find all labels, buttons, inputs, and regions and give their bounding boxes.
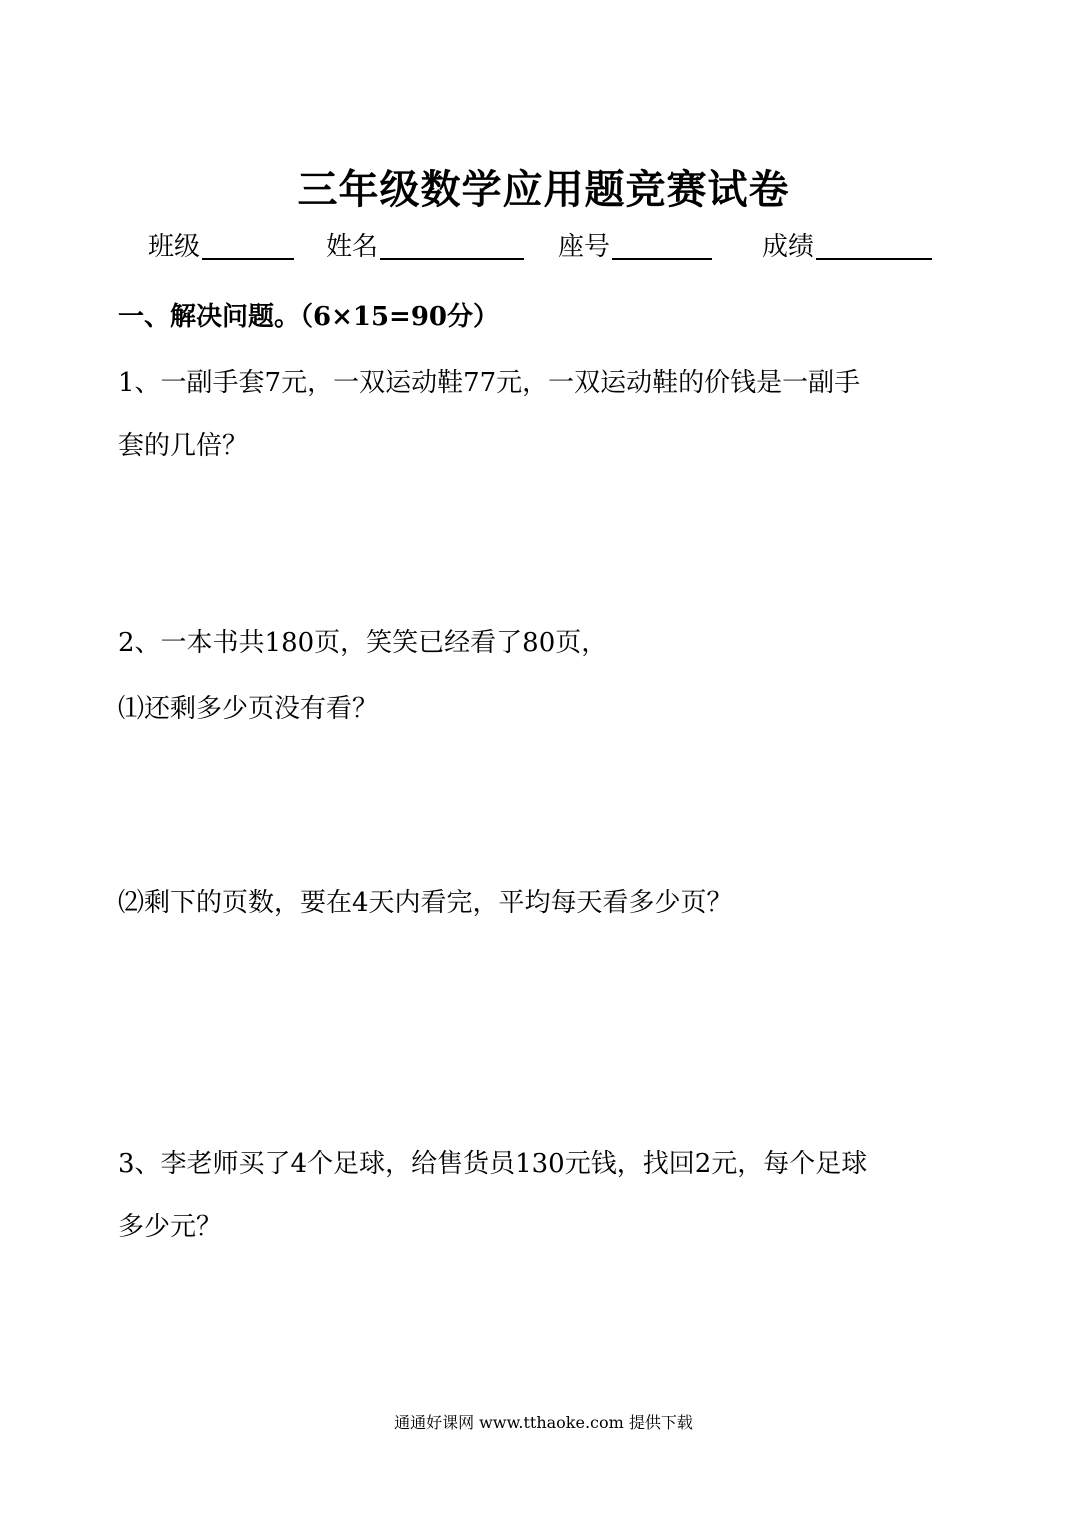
score-blank-line [816, 234, 932, 260]
question-2-sub-2: ⑵剩下的页数，要在4天内看完，平均每天看多少页？ [118, 888, 733, 918]
question-2-sub-1: ⑴还剩多少页没有看？ [118, 694, 379, 724]
name-label: 姓名 [326, 232, 379, 262]
page-footer: 通通好课网 www.tthaoke.com 提供下载 [394, 1413, 693, 1432]
question-3-line-2: 多少元？ [118, 1212, 223, 1242]
name-field [326, 230, 524, 264]
question-3-line-1: 3、李老师买了4个足球，给售货员130元钱，找回2元，每个足球 [118, 1149, 868, 1179]
question-2-line-1: 2、一本书共180页，笑笑已经看了80页， [118, 628, 608, 658]
name-blank-line [380, 234, 524, 260]
class-field [148, 230, 294, 264]
score-field [762, 230, 932, 264]
question-1-line-1: 1、一副手套7元，一双运动鞋77元，一双运动鞋的价钱是一副手 [118, 368, 861, 398]
page-title: 三年级数学应用题竞赛试卷 [297, 166, 790, 213]
seat-blank-line [612, 234, 712, 260]
section-heading: 一、解决问题。（6×15=90分） [118, 302, 500, 332]
score-label: 成绩 [762, 232, 815, 262]
seat-label: 座号 [558, 232, 611, 262]
class-blank-line [202, 234, 294, 260]
seat-field [558, 230, 712, 264]
question-1-line-2: 套的几倍？ [118, 431, 249, 461]
class-label: 班级 [148, 232, 201, 262]
